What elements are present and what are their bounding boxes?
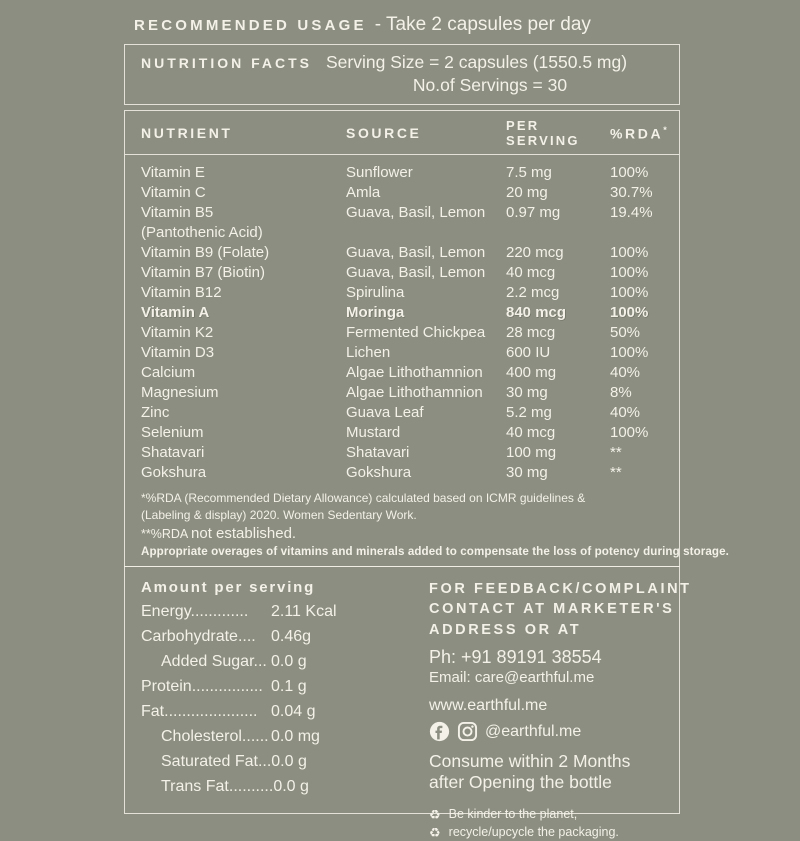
cell-nutrient: Shatavari <box>141 444 205 461</box>
recycle-icon: ♻ <box>429 806 441 822</box>
table-row <box>141 263 671 283</box>
cell-nutrient: Vitamin B7 (Biotin) <box>141 264 265 281</box>
table-row <box>141 443 671 463</box>
table-row <box>141 283 671 303</box>
social-handle-text: @earthful.me <box>485 722 582 740</box>
phone-text: Ph: +91 89191 38554 <box>429 647 602 667</box>
table-row <box>141 403 671 423</box>
amount-label: Fat..................... <box>141 702 258 720</box>
cell-rda: ** <box>610 444 622 461</box>
cell-nutrient: Zinc <box>141 404 170 421</box>
cell-nutrient: Calcium <box>141 364 196 381</box>
cell-per-serving: 30 mg <box>506 384 548 401</box>
amount-item <box>141 728 421 745</box>
footnote-not-established: **%RDA not established. <box>141 525 297 542</box>
table-row <box>141 463 671 483</box>
amount-label: Energy............. <box>141 602 249 620</box>
table-row <box>141 343 671 363</box>
facebook-icon <box>429 721 450 742</box>
cell-nutrient: Vitamin B9 (Folate) <box>141 244 270 261</box>
cell-source: Lichen <box>346 344 391 361</box>
cell-rda: 100% <box>610 284 649 301</box>
cell-source: Shatavari <box>346 444 410 461</box>
cell-per-serving: 2.2 mcg <box>506 284 560 301</box>
nutrition-table-box <box>124 110 729 567</box>
amount-list <box>141 603 421 795</box>
amount-label: Carbohydrate.... <box>141 627 256 645</box>
amount-item <box>141 628 421 645</box>
cell-nutrient-subline: (Pantothenic Acid) <box>141 224 263 241</box>
instagram-icon <box>457 721 478 742</box>
amount-item <box>141 778 421 795</box>
bottom-info-box <box>124 566 692 840</box>
cell-rda: 19.4% <box>610 204 653 221</box>
recommended-usage-text: - Take 2 capsules per day <box>374 14 591 35</box>
amount-label: Added Sugar... <box>161 652 267 670</box>
cell-source: Fermented Chickpea <box>346 324 486 341</box>
table-row <box>141 303 671 323</box>
footnote-rda-basis: *%RDA (Recommended Dietary Allowance) calculated based on ICMR guidelines & (Labeling & display) 2020. Women Sedentary Work. <box>141 491 586 522</box>
amount-item <box>141 678 421 695</box>
cell-source: Mustard <box>346 424 401 441</box>
table-row <box>141 163 671 183</box>
cell-nutrient: Vitamin B12 <box>141 284 222 301</box>
table-header-row <box>125 111 679 155</box>
cell-source: Amla <box>346 184 381 201</box>
nutrition-facts-title: NUTRITION FACTS <box>141 55 312 71</box>
amount-item <box>141 753 421 770</box>
cell-per-serving: 600 IU <box>506 344 551 361</box>
cell-rda: 30.7% <box>610 184 653 201</box>
table-row <box>141 243 671 263</box>
footnotes-section <box>125 485 729 566</box>
column-header-source: SOURCE <box>346 125 422 141</box>
cell-source: Spirulina <box>346 284 405 301</box>
amount-label: Trans Fat.......... <box>161 777 274 795</box>
amount-value: 0.0 mg <box>271 727 320 745</box>
cell-source: Guava, Basil, Lemon <box>346 204 486 221</box>
table-row <box>141 203 671 243</box>
nutrition-label <box>124 0 729 840</box>
eco-notes <box>429 805 692 841</box>
cell-per-serving: 0.97 mg <box>506 204 561 221</box>
amount-value: 0.0 g <box>271 752 307 770</box>
column-header-rda: %RDA* <box>610 124 667 142</box>
cell-rda: 100% <box>610 264 649 281</box>
cell-source: Guava Leaf <box>346 404 424 421</box>
cell-rda: 100% <box>610 304 649 321</box>
cell-nutrient: Vitamin D3 <box>141 344 215 361</box>
cell-rda: 50% <box>610 324 641 341</box>
consume-note: Consume within 2 Months after Opening the bottle <box>429 751 631 792</box>
amount-label: Saturated Fat... <box>161 752 272 770</box>
amount-item <box>141 703 421 720</box>
social-row <box>429 721 692 742</box>
cell-per-serving: 400 mg <box>506 364 557 381</box>
serving-size-line <box>141 52 679 73</box>
cell-nutrient: Vitamin C <box>141 184 206 201</box>
amount-value: 0.1 g <box>271 677 307 695</box>
cell-nutrient: Magnesium <box>141 384 219 401</box>
serving-size-text: Serving Size = 2 capsules (1550.5 mg) <box>326 52 628 72</box>
recommended-usage-label: RECOMMENDED USAGE <box>134 16 367 34</box>
cell-per-serving: 7.5 mg <box>506 164 552 181</box>
amount-item <box>141 603 421 620</box>
cell-rda: 8% <box>610 384 632 401</box>
cell-rda: 100% <box>610 424 649 441</box>
amount-value: 0.0 g <box>271 652 307 670</box>
cell-nutrient: Vitamin B5 (Pantothenic Acid) <box>141 203 346 243</box>
cell-per-serving: 220 mcg <box>506 244 564 261</box>
cell-source: Moringa <box>346 304 405 321</box>
cell-per-serving: 30 mg <box>506 464 548 481</box>
cell-source: Algae Lithothamnion <box>346 364 483 381</box>
cell-per-serving: 5.2 mg <box>506 404 552 421</box>
cell-per-serving: 20 mg <box>506 184 548 201</box>
amount-per-serving-section <box>141 579 421 799</box>
table-row <box>141 323 671 343</box>
servings-count-text: No.of Servings = 30 <box>412 75 568 95</box>
cell-source: Guava, Basil, Lemon <box>346 264 486 281</box>
amount-value: 0.46g <box>271 627 312 645</box>
cell-source: Guava, Basil, Lemon <box>346 244 486 261</box>
amount-value: 2.11 Kcal <box>271 602 337 620</box>
cell-per-serving: 40 mcg <box>506 424 556 441</box>
footnote-overages: Appropriate overages of vitamins and minerals added to compensate the loss of potency during storage. <box>141 545 729 558</box>
cell-nutrient: Vitamin K2 <box>141 324 214 341</box>
email-text: Email: care@earthful.me <box>429 669 595 686</box>
table-row <box>141 363 671 383</box>
column-header-per-serving: PER SERVING <box>506 118 580 148</box>
cell-nutrient: Vitamin E <box>141 164 205 181</box>
cell-per-serving: 28 mcg <box>506 324 556 341</box>
table-row <box>141 423 671 443</box>
contact-section <box>421 579 692 840</box>
cell-per-serving: 840 mcg <box>506 304 567 321</box>
amount-item <box>141 653 421 670</box>
cell-source: Sunflower <box>346 164 413 181</box>
cell-per-serving: 40 mcg <box>506 264 556 281</box>
cell-source: Algae Lithothamnion <box>346 384 483 401</box>
amount-label: Cholesterol...... <box>161 727 269 745</box>
cell-rda: ** <box>610 464 622 481</box>
nutrition-facts-header-box <box>124 44 680 105</box>
cell-rda: 100% <box>610 344 649 361</box>
amount-label: Protein................ <box>141 677 263 695</box>
table-row <box>141 183 671 203</box>
cell-rda: 40% <box>610 404 641 421</box>
column-header-nutrient: NUTRIENT <box>141 125 233 141</box>
cell-nutrient: Selenium <box>141 424 204 441</box>
eco-line: ♻ recycle/upcycle the packaging. <box>429 824 619 840</box>
recycle-icon: ♻ <box>429 824 441 840</box>
amount-value: 0.0 g <box>273 777 309 795</box>
table-body <box>125 155 679 485</box>
table-row <box>141 383 671 403</box>
amount-value: 0.04 g <box>271 702 316 720</box>
cell-rda: 40% <box>610 364 641 381</box>
cell-source: Gokshura <box>346 464 412 481</box>
cell-nutrient: Vitamin A <box>141 304 210 321</box>
cell-per-serving: 100 mg <box>506 444 557 461</box>
cell-nutrient: Gokshura <box>141 464 207 481</box>
eco-line: ♻ Be kinder to the planet, <box>429 806 578 822</box>
recommended-usage-line <box>124 10 680 40</box>
cell-rda: 100% <box>610 244 649 261</box>
website-text: www.earthful.me <box>429 697 548 714</box>
cell-rda: 100% <box>610 164 649 181</box>
feedback-header: FOR FEEDBACK/COMPLAINT CONTACT AT MARKETER'S ADDRESS OR AT <box>429 580 692 638</box>
amount-per-serving-title: Amount per serving <box>141 578 316 596</box>
